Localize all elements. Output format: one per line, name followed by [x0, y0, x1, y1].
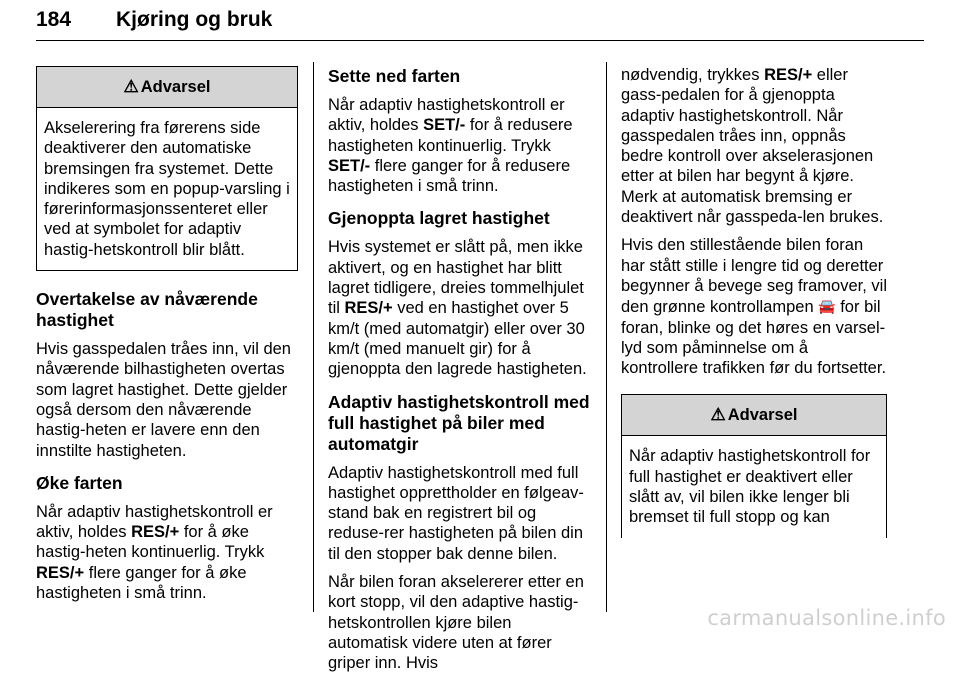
section-heading-resume: Gjenoppta lagret hastighet [328, 208, 550, 229]
section-heading-fullspeed: Adaptiv hastighetskontroll med full hastighet på biler med automatgir [328, 391, 590, 454]
decrease-paragraph: Når adaptiv hastighetskontroll er aktiv, holdes SET/- for å redusere hastigheten kontinuerlig. Trykk SET/- flere ganger for å redusere hastigheten i små trinn. [328, 96, 573, 196]
warning-box [621, 394, 887, 537]
set-key-label: SET/- [423, 116, 466, 135]
column-3 [621, 62, 887, 538]
overtake-paragraph: Hvis gasspedalen tråes inn, vil den nåværende bilhastigheten overtas som lagret hastighet. Dette gjelder også dersom den nåværende hastig-heten er lavere enn den innstilte hastigheten. [36, 340, 291, 460]
page-header [36, 6, 924, 40]
fullspeed-paragraph: Adaptiv hastighetskontroll med full hastighet opprettholder en følgeav-stand bak en registrert bil og reduse-rer hastigheten på bilen din til den stopper bak denne bilen. [328, 463, 584, 563]
header-rule [36, 40, 924, 41]
warning-box [36, 66, 298, 271]
warning-header [622, 395, 886, 436]
chapter-title: Kjøring og bruk [116, 8, 273, 31]
section-heading-decrease: Sette ned farten [328, 66, 461, 86]
resume-paragraph: Hvis systemet er slått på, men ikke aktivert, og en hastighet har blitt lagret tidligere, dreies tommelhjulet til RES/+ ved en hastighet over 5 km/t (med automatgir) eller over 30 km/t (med manuelt gir) for å gjenoppta den lagrede hastigheten. [328, 238, 587, 379]
column-2 [328, 62, 592, 674]
warning-triangle-icon: ⚠ [123, 77, 139, 96]
standstill-paragraph: Hvis den stillestående bilen foran har stått stille i lengre tid og deretter begynner å bevege seg framover, vil den grønne kontrollampen 🚘 for bil foran, blinke og det høres en varsel-lyd som påminnelse om å kontrollere trafikken før du fortsetter. [621, 236, 887, 378]
stop-paragraph: Når bilen foran akselererer etter en kort stopp, vil den adaptive hastig-hetskontrollen kjøre bilen automatisk videre uten at fører griper inn. Hvis [328, 573, 584, 673]
res-key-label: RES/+ [36, 563, 85, 582]
section-heading-increase: Øke farten [36, 472, 123, 493]
column-divider-1 [313, 62, 314, 612]
warning-text: Når adaptiv hastighetskontroll for full hastighet er deaktivert eller slått av, vil bilen ikke lenger bli bremset til full stopp og kan [629, 447, 871, 527]
increase-paragraph: Når adaptiv hastighetskontroll er aktiv, holdes RES/+ for å øke hastig-heten kontinuerlig. Trykk RES/+ flere ganger for å øke hastigheten i små trinn. [36, 502, 273, 603]
section-heading-overtake: Overtakelse av nåværende hastighet [36, 289, 258, 331]
column-1 [36, 62, 298, 603]
res-key-label: RES/+ [131, 523, 180, 542]
warning-title: Advarsel [727, 406, 798, 425]
column-divider-2 [606, 62, 607, 612]
set-key-label: SET/- [328, 156, 371, 175]
warning-header [37, 67, 297, 108]
res-key-label: RES/+ [764, 66, 813, 84]
continued-paragraph: nødvendig, trykkes RES/+ eller gass-pedalen for å gjenoppta adaptiv hastighetskontroll. Når gasspedalen tråes inn, oppnås bedre kontroll over akselerasjonen etter at bilen har begynt å kjøre. Merk at automatisk bremsing er deaktivert når gasspeda-len brukes. [621, 66, 884, 227]
warning-title: Advarsel [140, 78, 211, 96]
res-key-label: RES/+ [344, 299, 393, 318]
warning-text: Akselerering fra førerens side deaktiverer den automatiske bremsingen fra systemet. Dette indikeres som en popup-varsling i førerinformasjonssenteret eller ved at symbolet for adaptiv hastig-hetskontroll blir blått. [44, 119, 290, 259]
car-front-icon: 🚘 [818, 298, 836, 315]
page-number: 184 [36, 8, 72, 31]
watermark: carmanualsonline.info [707, 606, 946, 630]
warning-triangle-icon: ⚠ [710, 405, 726, 425]
